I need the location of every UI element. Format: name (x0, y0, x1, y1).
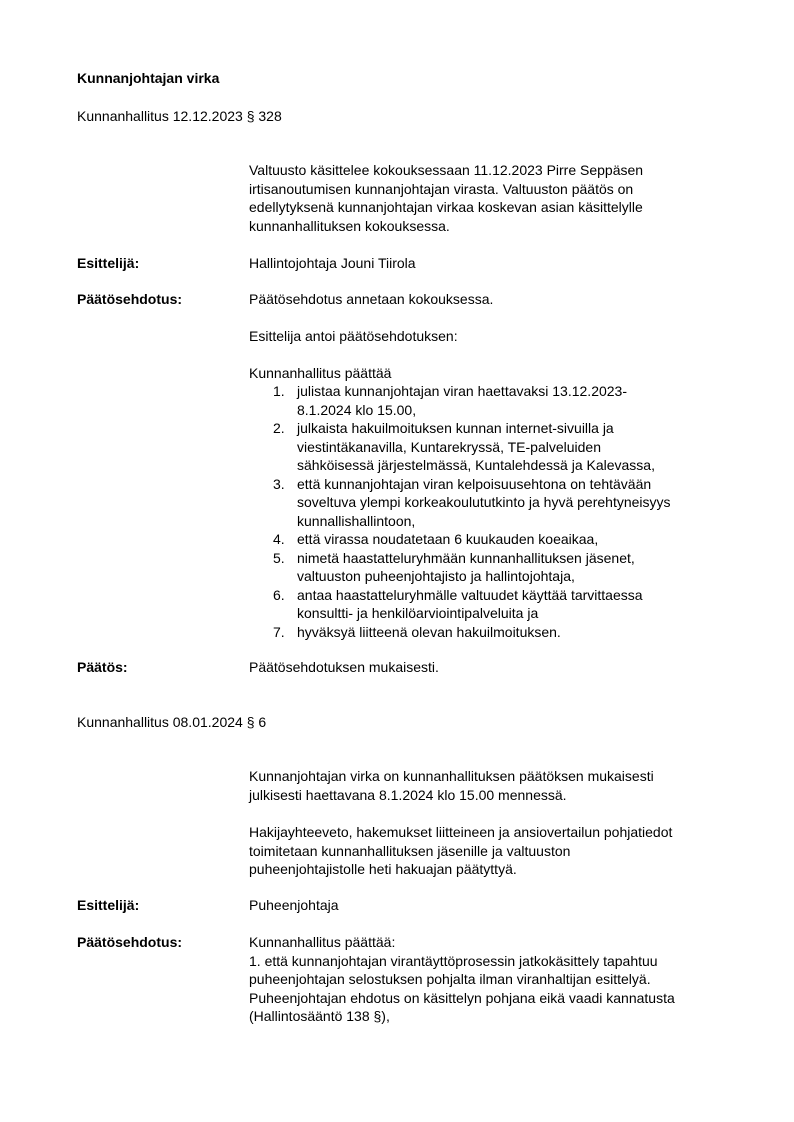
list-number: 2. (273, 420, 285, 436)
text-line: kunnanhallituksen kokouksessa. (249, 217, 450, 234)
paragraph-2a (249, 767, 654, 804)
text-line: konsultti- ja henkilöarviointipalveluita ja (297, 605, 539, 621)
text-line: julkaista hakuilmoituksen kunnan internet-sivuilla ja (297, 420, 614, 436)
text-line: Kunnanhallitus päättää: (249, 934, 396, 950)
paattaa-line: Kunnanhallitus päättää (249, 365, 392, 381)
esittelija-value-1: Hallintojohtaja Jouni Tiirola (249, 255, 416, 271)
list-number: 3. (273, 475, 285, 492)
text-line: Hakijayhteeveto, hakemukset liitteineen ja ansiovertailun pohjatiedot (249, 824, 673, 840)
text-line: irtisanoutumisen kunnanjohtajan virasta. Valtuuston päätös on (249, 180, 634, 197)
text-line: hyväksyä liitteenä olevan hakuilmoituksen. (297, 623, 561, 640)
list-item (249, 419, 671, 475)
text-line: julistaa kunnanjohtajan viran haettavaksi 13.12.2023- (297, 383, 628, 399)
text-line: (Hallintosääntö 138 §), (249, 1008, 390, 1024)
paragraph-2b (249, 823, 672, 879)
text-line: toimitetaan kunnanhallituksen jäsenille ja valtuuston (249, 842, 571, 859)
document-title: Kunnanjohtajan virka (77, 70, 220, 86)
text-line: Valtuusto käsittelee kokouksessaan 11.12.2023 Pirre Seppäsen (249, 162, 644, 178)
text-line: että kunnanjohtajan viran kelpoisuusehtona on tehtävään (297, 475, 652, 492)
meeting-header-2: Kunnanhallitus 08.01.2024 § 6 (77, 714, 267, 730)
paatos-label: Päätös: (77, 659, 128, 675)
ehdotus-label-2: Päätösehdotus: (77, 934, 183, 950)
list-number: 4. (273, 531, 285, 547)
text-line: sähköisessä järjestelmässä, Kuntalehdessä ja Kalevassa, (297, 457, 655, 473)
list-item (249, 586, 671, 623)
text-line: nimetä haastatteluryhmään kunnanhallituksen jäsenet, (297, 549, 635, 566)
ehdotus-text-2 (249, 933, 675, 1026)
esittelija-label-2: Esittelijä: (77, 897, 140, 913)
list-item (249, 475, 671, 531)
paatos-value: Päätösehdotuksen mukaisesti. (249, 659, 439, 675)
meeting-header-1: Kunnanhallitus 12.12.2023 § 328 (77, 108, 282, 124)
list-number: 7. (273, 623, 285, 640)
esittelija-label-1: Esittelijä: (77, 255, 140, 271)
text-line: että virassa noudatetaan 6 kuukauden koeaikaa, (297, 531, 599, 547)
text-line: puheenjohtajan selostuksen pohjalta ilman viranhaltijan esittelyä. (249, 971, 651, 987)
list-number: 1. (273, 383, 285, 399)
ehdotus-value-1: Päätösehdotus annetaan kokouksessa. (249, 291, 494, 307)
text-line: 8.1.2024 klo 15.00, (297, 401, 417, 418)
text-line: Kunnanjohtajan virka on kunnanhallituksen päätöksen mukaisesti (249, 768, 654, 784)
esittelija-antoi: Esittelija antoi päätösehdotuksen: (249, 328, 458, 344)
esittelija-value-2: Puheenjohtaja (249, 897, 339, 913)
text-line: antaa haastatteluryhmälle valtuudet käyttää tarvittaessa (297, 586, 643, 603)
decision-list (249, 382, 671, 641)
text-line: edellytyksenä kunnanjohtajan virkaa koskevan asian käsittelylle (249, 199, 643, 215)
text-line: viestintäkanavilla, Kuntarekryssä, TE-palveluiden (297, 438, 602, 455)
list-number: 5. (273, 549, 285, 566)
text-line: puheenjohtajistolle heti hakuajan päätyttyä. (249, 861, 517, 877)
list-item (249, 549, 671, 586)
text-line: valtuuston puheenjohtajisto ja hallintojohtaja, (297, 568, 575, 584)
text-line: julkisesti haettavana 8.1.2024 klo 15.00 mennessä. (249, 786, 567, 803)
text-line: kunnallishallintoon, (297, 512, 416, 529)
ehdotus-label-1: Päätösehdotus: (77, 291, 183, 307)
list-number: 6. (273, 586, 285, 603)
list-item (249, 530, 671, 549)
text-line: soveltuva ylempi korkeakoulututkinto ja hyvä perehtyneisyys (297, 494, 671, 510)
text-line: 1. että kunnanjohtajan virantäyttöprosessin jatkokäsittely tapahtuu (249, 952, 658, 969)
list-item (249, 623, 671, 642)
list-item (249, 382, 671, 419)
text-line: Puheenjohtajan ehdotus on käsittelyn pohjana eikä vaadi kannatusta (249, 989, 675, 1006)
intro-paragraph-1 (249, 161, 643, 235)
